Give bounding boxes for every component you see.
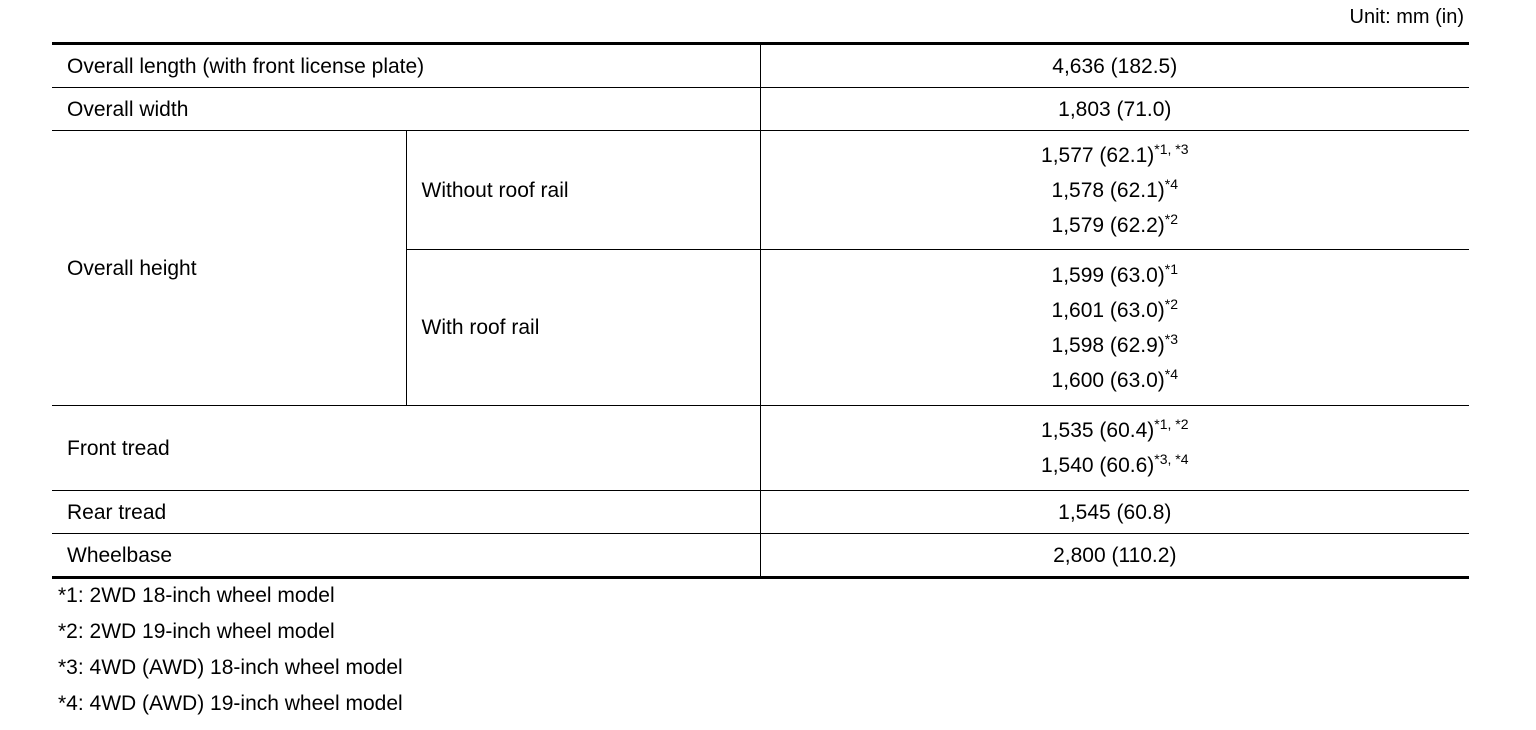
footnote-1: *1: 2WD 18-inch wheel model	[58, 584, 335, 607]
footnote-ref: *1, *3	[1154, 140, 1189, 157]
value-line: 1,599 $(63.0)^{*1}$	[1051, 260, 1178, 287]
row-label: Rear tread	[52, 491, 760, 534]
table-row-rear-tread	[52, 491, 1469, 534]
value-line: 1,578 $(62.1)^{*4}$	[1051, 175, 1178, 202]
row-value: 1,545 (60.8)	[760, 491, 1469, 534]
footnote-ref: *1	[1164, 260, 1178, 277]
row-label: Overall width	[52, 88, 760, 131]
unit-label: Unit: mm (in)	[1349, 6, 1464, 28]
footnote-ref: *1, *2	[1154, 416, 1189, 432]
sub-label-with-roof-rail: With roof rail	[406, 250, 760, 406]
footnote-ref: *3, *4	[1154, 451, 1189, 467]
footnote-3: *3: 4WD (AWD) 18-inch wheel model	[58, 656, 403, 679]
row-value-list	[760, 131, 1469, 250]
value-line: 1,598 $(62.9)^{*3}$	[1051, 330, 1178, 357]
footnotes	[58, 578, 403, 722]
table-row-overall-length	[52, 44, 1469, 88]
footnote-ref: *2	[1164, 210, 1178, 227]
value-line: 1,600 $(63.0)^{*4}$	[1051, 365, 1178, 392]
footnote-ref: *4	[1164, 365, 1178, 382]
value-line: 1,601 $(63.0)^{*2}$	[1051, 295, 1178, 322]
footnote-ref: *4	[1164, 175, 1178, 192]
footnote-ref: *3	[1164, 330, 1178, 347]
footnote-2: *2: 2WD 19-inch wheel model	[58, 620, 335, 643]
row-value-list	[760, 406, 1469, 491]
row-label: Front tread	[52, 406, 760, 491]
table-row-height-without-roof-rail	[52, 131, 1469, 250]
value-line: 1,579 $(62.2)^{*2}$	[1051, 210, 1178, 237]
row-label: Overall length (with front license plate)	[52, 44, 760, 88]
table-row-wheelbase	[52, 534, 1469, 578]
row-value: 1,803 (71.0)	[760, 88, 1469, 131]
footnote-4: *4: 4WD (AWD) 19-inch wheel model	[58, 692, 403, 715]
dimensions-table	[52, 42, 1469, 579]
sub-label-without-roof-rail: Without roof rail	[406, 131, 760, 250]
value-line: 1,577 $(62.1)^{*1, *3}$	[1041, 140, 1189, 167]
row-value: 2,800 (110.2)	[760, 534, 1469, 578]
table-row-front-tread	[52, 406, 1469, 491]
value-line: 1,540 $(60.6)^{*3, *4}$	[1041, 451, 1189, 477]
row-value: 4,636 (182.5)	[760, 44, 1469, 88]
footnote-ref: *2	[1164, 295, 1178, 312]
table-row-overall-width	[52, 88, 1469, 131]
value-line: 1,535 $(60.4)^{*1, *2}$	[1041, 416, 1189, 442]
row-label: Wheelbase	[52, 534, 760, 578]
row-label-overall-height: Overall height	[52, 131, 406, 406]
row-value-list	[760, 250, 1469, 406]
